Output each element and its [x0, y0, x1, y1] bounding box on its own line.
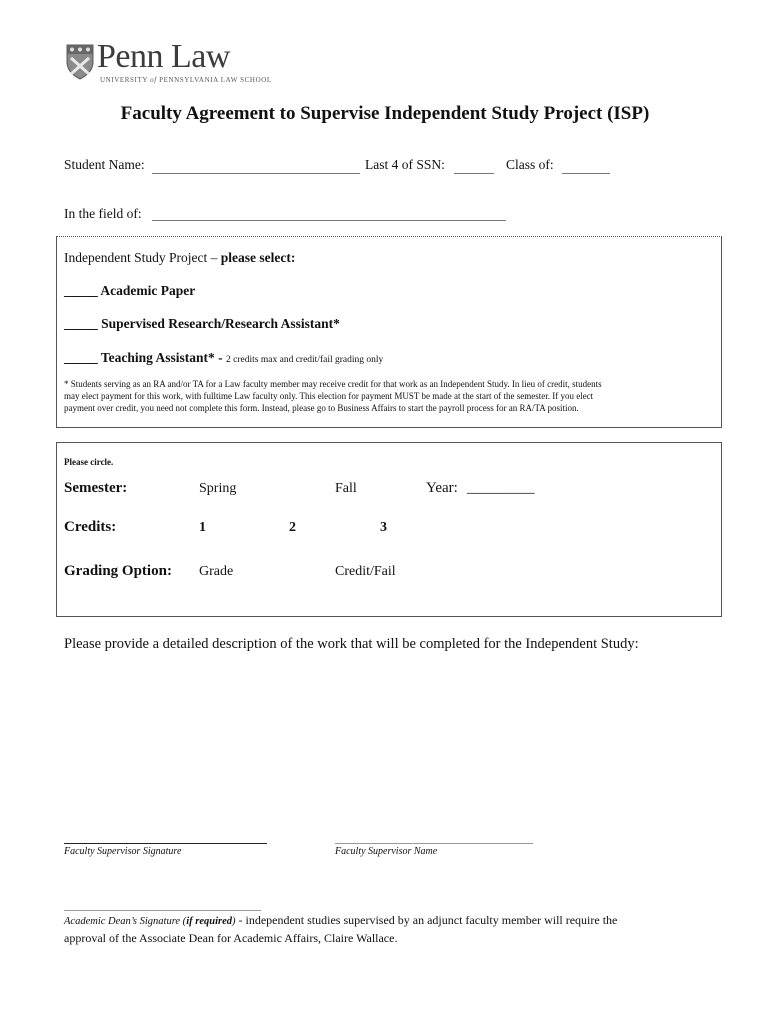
class-of-field[interactable]	[562, 173, 610, 174]
credits-label: Credits:	[64, 519, 117, 535]
student-name-label: Student Name:	[64, 157, 145, 172]
supervisor-signature-label: Faculty Supervisor Signature	[64, 846, 182, 857]
option-blank: _____	[64, 350, 98, 365]
year-field[interactable]: _________	[467, 480, 535, 496]
description-area[interactable]	[64, 660, 714, 830]
form-title: Faculty Agreement to Supervise Independent Study Project (ISP)	[120, 103, 650, 124]
class-of-label: Class of:	[506, 157, 554, 172]
circle-instruction: Please circle.	[64, 457, 114, 467]
penn-shield-logo	[66, 44, 94, 80]
option-academic-paper[interactable]: _____ Academic Paper	[64, 283, 196, 298]
semester-option-spring[interactable]: Spring	[199, 481, 237, 496]
option-blank: _____	[64, 316, 98, 331]
credit-option-1[interactable]: 1	[199, 520, 206, 535]
grading-option-grade[interactable]: Grade	[199, 564, 234, 579]
semester-option-fall[interactable]: Fall	[335, 481, 357, 496]
dean-signature-line[interactable]	[64, 910, 261, 911]
description-prompt: Please provide a detailed description of the work that will be completed for the Independent Study:	[64, 636, 639, 652]
dean-signature-note: Academic Dean’s Signature (if required) - independent studies supervised by an adjunct faculty member will require the approval of the Associate Dean for Academic Affairs, Claire Wallace.	[64, 913, 618, 945]
penn-law-wordmark: Penn Law	[97, 38, 230, 75]
circle-options-box	[56, 442, 722, 617]
project-footnote: * Students serving as an RA and/or TA for a Law faculty member may receive credit for that work as an Independent Study. In lieu of credit, students may elect payment for this work, with fulltime Law faculty only. This election for payment MUST be made at the start of the semester. If you elect payment over credit, you need not complete this form. Instead, please go to Business Affairs to start the payroll process for an RA/TA position.	[64, 379, 602, 413]
semester-label: Semester:	[64, 480, 128, 496]
logo-subtitle: UNIVERSITY of PENNSYLVANIA LAW SCHOOL	[100, 76, 272, 84]
option-supervised-research[interactable]: _____ Supervised Research/Research Assistant*	[64, 316, 340, 331]
supervisor-name-line[interactable]	[335, 843, 533, 844]
field-of-field[interactable]	[152, 220, 506, 221]
option-blank: _____	[64, 283, 98, 298]
project-heading: Independent Study Project – please select:	[64, 250, 296, 265]
supervisor-name-label: Faculty Supervisor Name	[335, 846, 438, 857]
credit-option-3[interactable]: 3	[380, 520, 387, 535]
ssn-field[interactable]	[454, 173, 494, 174]
grading-option-credit-fail[interactable]: Credit/Fail	[335, 564, 396, 579]
ssn-label: Last 4 of SSN:	[365, 157, 445, 172]
supervisor-signature-line[interactable]	[64, 843, 267, 844]
year-label: Year:	[426, 480, 458, 496]
student-name-field[interactable]	[152, 173, 360, 174]
field-of-label: In the field of:	[64, 206, 142, 221]
grading-option-label: Grading Option:	[64, 563, 172, 579]
option-teaching-assistant[interactable]: _____ Teaching Assistant* - 2 credits max and credit/fail grading only	[64, 350, 384, 365]
credit-option-2[interactable]: 2	[289, 520, 296, 535]
